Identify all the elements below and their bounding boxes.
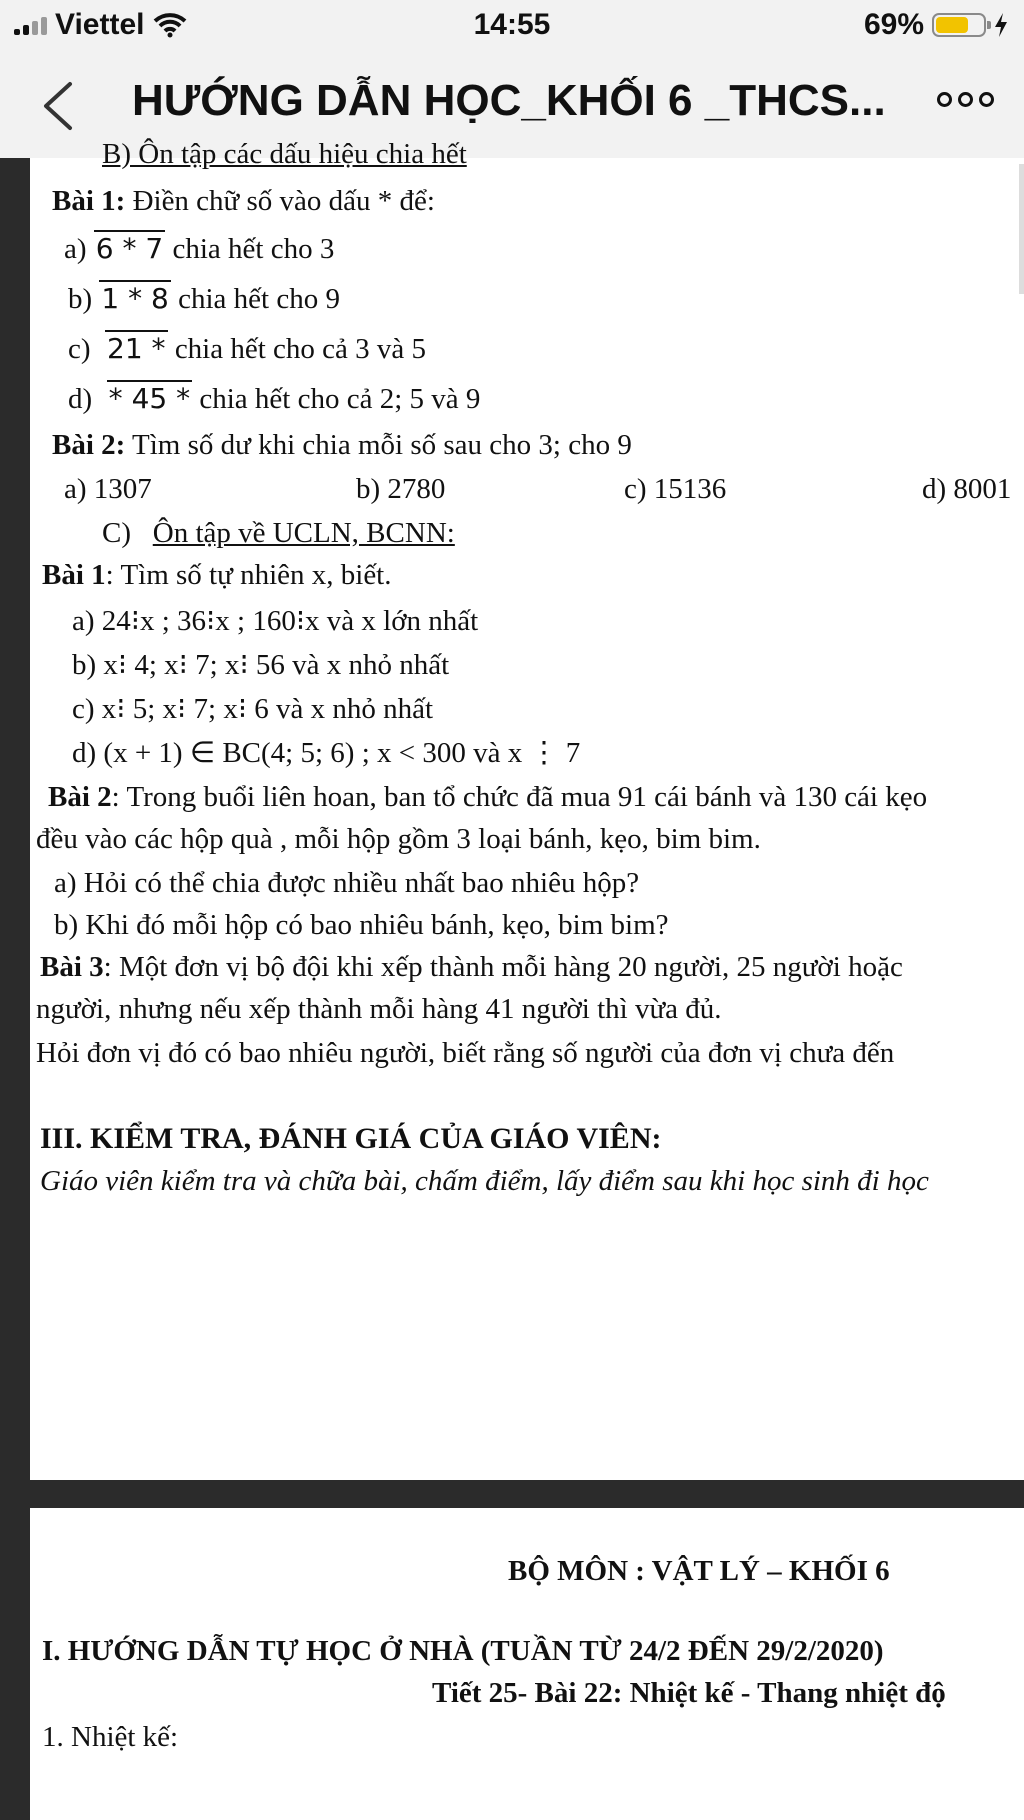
c1-item-b: b) x⁝ 4; x⁝ 7; x⁝ 56 và x nhỏ nhất xyxy=(72,649,450,681)
page-edge xyxy=(1019,164,1024,294)
lesson-title: Tiết 25- Bài 22: Nhiệt kế - Thang nhiệt độ xyxy=(432,1677,946,1709)
section-c-heading: C) Ôn tập về UCLN, BCNN: xyxy=(102,517,455,549)
document-page xyxy=(30,1508,1024,1820)
b1-item-b: b) 1 * 8 chia hết cho 9 xyxy=(68,282,340,315)
section-b-heading: B) Ôn tập các dấu hiệu chia hết xyxy=(102,138,467,170)
c-exercise-2: Bài 2: Trong buổi liên hoan, ban tổ chức đã mua 91 cái bánh và 130 cái kẹo xyxy=(48,781,928,813)
b2-item-c: c) 15136 xyxy=(624,473,727,505)
carrier-name: Viettel xyxy=(55,8,145,41)
more-dot xyxy=(958,92,973,107)
c2-question-b: b) Khi đó mỗi hộp có bao nhiêu bánh, kẹo, bim bim? xyxy=(54,909,669,941)
b1-item-d: d) * 45 * chia hết cho cả 2; 5 và 9 xyxy=(68,382,481,415)
battery-icon xyxy=(932,13,986,37)
c2-line-2: đều vào các hộp quà , mỗi hộp gồm 3 loại bánh, kẹo, bim bim. xyxy=(36,823,761,855)
b2-item-a: a) 1307 xyxy=(64,473,152,505)
b2-item-d: d) 8001 xyxy=(922,473,1012,505)
b-exercise-1: Bài 1: Điền chữ số vào dấu * để: xyxy=(52,185,435,217)
c2-question-a: a) Hỏi có thể chia được nhiều nhất bao nhiêu hộp? xyxy=(54,867,640,899)
more-options-button[interactable] xyxy=(937,92,994,107)
battery-fill xyxy=(936,17,968,33)
status-bar xyxy=(0,0,1024,52)
b-exercise-2: Bài 2: Tìm số dư khi chia mỗi số sau cho 3; cho 9 xyxy=(52,429,632,461)
charging-bolt-icon xyxy=(994,13,1008,37)
document-page xyxy=(30,138,1024,1480)
subject-heading: BỘ MÔN : VẬT LÝ – KHỐI 6 xyxy=(508,1555,890,1587)
c1-item-a: a) 24⁝x ; 36⁝x ; 160⁝x và x lớn nhất xyxy=(72,605,479,637)
c1-item-c: c) x⁝ 5; x⁝ 7; x⁝ 6 và x nhỏ nhất xyxy=(72,693,434,725)
back-button[interactable] xyxy=(36,80,84,132)
document-title: HƯỚNG DẪN HỌC_KHỐI 6 _THCS... xyxy=(132,76,886,125)
battery-percent: 69% xyxy=(863,8,924,41)
document-viewer[interactable] xyxy=(0,138,1024,1820)
battery-group xyxy=(864,8,1008,42)
battery-nub xyxy=(987,21,991,29)
c1-item-d: d) (x + 1) ∈ BC(4; 5; 6) ; x < 300 và x ⋮ 7 xyxy=(72,737,581,769)
b1-item-c: c) 21 * chia hết cho cả 3 và 5 xyxy=(68,332,427,365)
item-thermometer: 1. Nhiệt kế: xyxy=(42,1721,179,1753)
c3-line-2: người, nhưng nếu xếp thành mỗi hàng 41 người thì vừa đủ. xyxy=(36,993,722,1025)
c-exercise-3: Bài 3: Một đơn vị bộ đội khi xếp thành mỗi hàng 20 người, 25 người hoặc xyxy=(40,951,903,983)
clock: 14:55 xyxy=(473,8,551,41)
b1-item-a: a) 6 * 7 chia hết cho 3 xyxy=(64,232,335,265)
c3-line-3: Hỏi đơn vị đó có bao nhiêu người, biết rằng số người của đơn vị chưa đến xyxy=(36,1037,895,1069)
c-exercise-1: Bài 1: Tìm số tự nhiên x, biết. xyxy=(42,559,392,591)
more-dot xyxy=(979,92,994,107)
b2-item-b: b) 2780 xyxy=(356,473,446,505)
teacher-note: Giáo viên kiểm tra và chữa bài, chấm điểm, lấy điểm sau khi học sinh đi học xyxy=(40,1165,929,1197)
more-dots-icon xyxy=(937,92,952,107)
section-i-heading: I. HƯỚNG DẪN TỰ HỌC Ở NHÀ (TUẦN TỪ 24/2 ĐẾN 29/2/2020) xyxy=(42,1635,884,1667)
chevron-left-icon xyxy=(36,80,84,132)
section-iii-heading: III. KIỂM TRA, ĐÁNH GIÁ CỦA GIÁO VIÊN: xyxy=(40,1122,662,1155)
